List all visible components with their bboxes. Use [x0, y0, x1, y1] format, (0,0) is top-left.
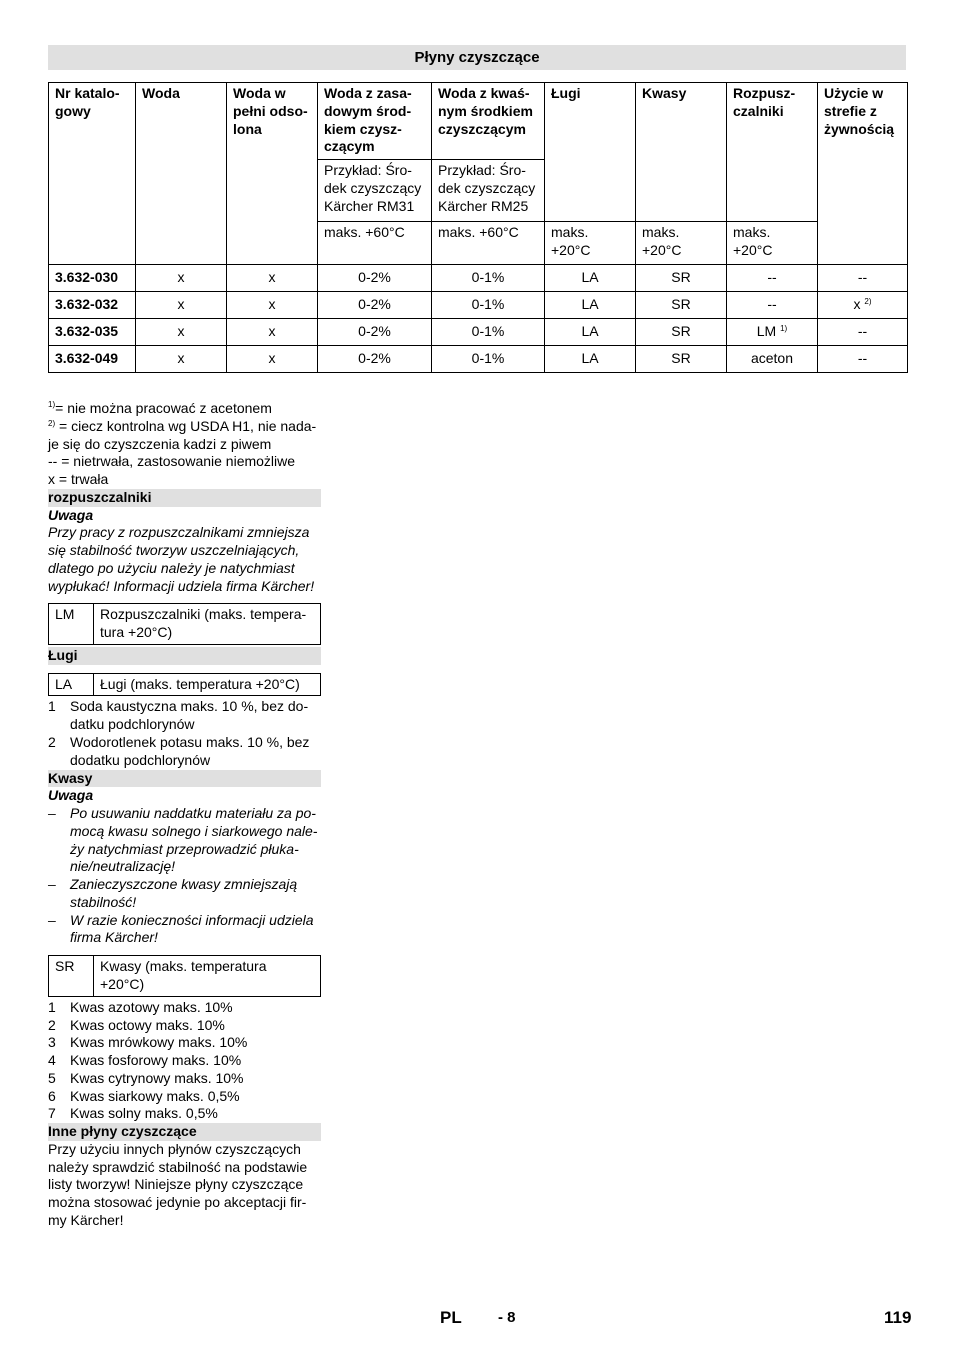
- cell-acid: 0-1%: [432, 292, 545, 319]
- cleaning-fluids-table: [48, 82, 908, 373]
- other-fluids-text: Przy użyciu innych płynów czyszczących należy sprawdzić stabilność na podstawie listy tworzyw! Niniejsze płyny czyszczące można stosować jedynie po akceptacji fir-my Kärcher!: [48, 1140, 308, 1228]
- footer-page-number: 119: [884, 1308, 912, 1327]
- item-text: Kwas mrówkowy maks. 10%: [70, 1034, 248, 1051]
- item-text: Kwas azotowy maks. 10%: [70, 998, 233, 1015]
- bullet-item: [48, 805, 321, 876]
- legend-text: Ługi (maks. temperatura +20°C): [94, 673, 321, 696]
- list-item: [48, 1052, 321, 1070]
- cell-solvents: LM $^{1)}$: [727, 319, 818, 346]
- header-lyes: Ługi: [545, 83, 636, 222]
- cell-alkaline: 0-2%: [318, 319, 432, 346]
- cell-solvents: aceton: [727, 346, 818, 373]
- catalog-no: 3.632-030: [49, 265, 136, 292]
- cell-acid: 0-1%: [432, 265, 545, 292]
- bullet-item: [48, 912, 321, 948]
- heading-other-fluids: Inne płyny czyszczące: [48, 1123, 321, 1141]
- catalog-no: 3.632-032: [49, 292, 136, 319]
- header-food-zone: Użycie w strefie z żywnością: [818, 83, 908, 265]
- temp-lyes: maks. +20°C: [545, 222, 636, 265]
- header-water: Woda: [136, 83, 227, 265]
- list-item: [48, 1017, 321, 1035]
- footnote-text: = nie można pracować z acetonem: [55, 400, 272, 416]
- temp-alkaline: maks. +60°C: [318, 222, 432, 265]
- item-text: Kwas octowy maks. 10%: [70, 1016, 225, 1033]
- cell-acid: 0-1%: [432, 346, 545, 373]
- footnote-3: -- = nietrwała, zastosowanie niemożliwe: [48, 453, 296, 470]
- item-number: 5: [48, 1069, 56, 1086]
- cell-food: --: [818, 346, 908, 373]
- bullet-item: [48, 876, 321, 912]
- example-alkaline: Przykład: Śro-dek czyszczący Kärcher RM31: [318, 160, 432, 222]
- cell-water: x: [136, 346, 227, 373]
- item-text: Kwas siarkowy maks. 0,5%: [70, 1087, 240, 1104]
- cell-acids: SR: [636, 319, 727, 346]
- footnote-4: x = trwała: [48, 471, 109, 488]
- cell-demineralized: x: [227, 292, 318, 319]
- header-acids: Kwasy: [636, 83, 727, 222]
- legend-text: Rozpuszczalniki (maks. tempera-tura +20°C): [94, 604, 321, 645]
- cell-acids: SR: [636, 346, 727, 373]
- heading-solvents: rozpuszczalniki: [48, 489, 321, 507]
- footnote-mark: 1): [48, 400, 56, 409]
- bullet-text: Po usuwaniu naddatku materiału za po-mocą kwasu solnego i siarkowego nale-ży natychmiast przeprowadzić płuka-nie/neutralizację!: [70, 805, 318, 875]
- legend-text: Kwasy (maks. temperatura +20°C): [94, 956, 321, 997]
- footnote-text: = ciecz kontrolna wg USDA H1, nie nada-je się do czyszczenia kadzi z piwem: [48, 417, 317, 452]
- note-text: Przy pracy z rozpuszczalnikami zmniejsza się stabilność tworzyw uszczelniających, dlatego po użyciu należy je natychmiast wypłukać! Informacji udziela firma Kärcher!: [48, 524, 315, 594]
- cell-demineralized: x: [227, 319, 318, 346]
- temp-acids: maks. +20°C: [636, 222, 727, 265]
- cell-alkaline: 0-2%: [318, 265, 432, 292]
- catalog-no: 3.632-035: [49, 319, 136, 346]
- item-number: 2: [48, 1016, 56, 1033]
- list-item: [48, 698, 321, 734]
- item-text: Wodorotlenek potasu maks. 10 %, bez dodatku podchlorynów: [70, 734, 310, 768]
- cell-demineralized: x: [227, 265, 318, 292]
- item-number: 1: [48, 698, 56, 715]
- cell-acid: 0-1%: [432, 319, 545, 346]
- item-text: Kwas solny maks. 0,5%: [70, 1105, 218, 1122]
- footer-language: PL: [440, 1308, 462, 1327]
- header-demineralized-water: Woda w pełni odso-lona: [227, 83, 318, 265]
- item-number: 2: [48, 734, 56, 751]
- item-number: 6: [48, 1087, 56, 1104]
- temp-acid: maks. +60°C: [432, 222, 545, 265]
- list-item: [48, 734, 321, 770]
- cell-water: x: [136, 292, 227, 319]
- item-text: Kwas cytrynowy maks. 10%: [70, 1069, 244, 1086]
- footnote-mark: 2): [48, 418, 56, 428]
- temp-solvents: maks. +20°C: [727, 222, 818, 265]
- cell-acids: SR: [636, 265, 727, 292]
- legend-solvents: [48, 603, 321, 645]
- footer-local-page: - 8: [498, 1309, 516, 1326]
- list-item: [48, 1105, 321, 1123]
- table-row: [49, 265, 908, 292]
- legend-acids: [48, 955, 321, 997]
- bullet-text: W razie konieczności informacji udziela firma Kärcher!: [70, 911, 314, 946]
- cell-demineralized: x: [227, 346, 318, 373]
- section-title: Płyny czyszczące: [48, 45, 906, 70]
- item-number: 1: [48, 998, 56, 1015]
- item-number: 7: [48, 1105, 56, 1122]
- list-item: [48, 999, 321, 1017]
- cell-food: --: [818, 319, 908, 346]
- list-item: [48, 1070, 321, 1088]
- cell-solvents: --: [727, 265, 818, 292]
- header-catalog-no: Nr katalo-gowy: [49, 83, 136, 265]
- item-text: Kwas fosforowy maks. 10%: [70, 1052, 242, 1069]
- legend-key: SR: [49, 956, 94, 997]
- bullet-text: Zanieczyszczone kwasy zmniejszają stabilność!: [70, 876, 298, 910]
- table-row: [49, 292, 908, 319]
- heading-lyes: Ługi: [48, 647, 321, 665]
- legend-key: LM: [49, 604, 94, 645]
- heading-acids: Kwasy: [48, 770, 321, 788]
- note-label: Uwaga: [48, 787, 94, 804]
- cell-lyes: LA: [545, 319, 636, 346]
- footnote-ref: 1): [780, 324, 788, 334]
- list-item: [48, 1088, 321, 1106]
- cell-lyes: LA: [545, 265, 636, 292]
- cell-alkaline: 0-2%: [318, 346, 432, 373]
- table-row: [49, 346, 908, 373]
- header-acid-water: Woda z kwaś-nym środkiem czyszczącym: [432, 83, 545, 160]
- list-item: [48, 1034, 321, 1052]
- item-number: 3: [48, 1034, 56, 1051]
- cell-water: x: [136, 265, 227, 292]
- footnote-ref: 2): [864, 297, 872, 307]
- cell-water: x: [136, 319, 227, 346]
- catalog-no: 3.632-049: [49, 346, 136, 373]
- table-row: [49, 319, 908, 346]
- example-acid: Przykład: Śro-dek czyszczący Kärcher RM25: [432, 160, 545, 222]
- note-label: Uwaga: [48, 506, 94, 523]
- bullet-mark: –: [48, 911, 56, 928]
- bullet-mark: –: [48, 805, 56, 822]
- cell-food: --: [818, 265, 908, 292]
- cell-lyes: LA: [545, 346, 636, 373]
- cell-lyes: LA: [545, 292, 636, 319]
- bullet-mark: –: [48, 876, 56, 893]
- item-text: Soda kaustyczna maks. 10 %, bez do-datku podchlorynów: [70, 698, 309, 733]
- header-solvents: Rozpusz-czalniki: [727, 83, 818, 222]
- cell-solvents: --: [727, 292, 818, 319]
- item-number: 4: [48, 1052, 56, 1069]
- cell-alkaline: 0-2%: [318, 292, 432, 319]
- footnote-1: [48, 400, 321, 418]
- cell-acids: SR: [636, 292, 727, 319]
- left-column: [48, 400, 321, 1230]
- header-alkaline-water: Woda z zasa-dowym środ-kiem czysz-czącym: [318, 83, 432, 160]
- legend-lyes: [48, 673, 321, 697]
- legend-key: LA: [49, 673, 94, 696]
- footnote-2: [48, 418, 321, 454]
- cell-food: x $^{2)}$: [818, 292, 908, 319]
